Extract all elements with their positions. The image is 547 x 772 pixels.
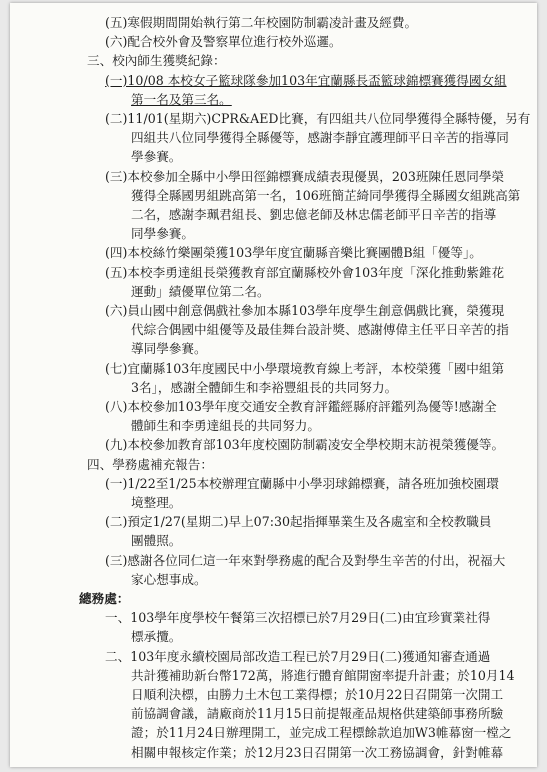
document-line: 相關申報核定作業；於12月23日召開第一次工務協調會，針對帷幕 <box>131 744 504 760</box>
document-page <box>10 3 537 767</box>
document-line: 證；於11月24日辦理開工，並完成工程標餘款追加W3帷幕窗一樘之 <box>131 725 512 741</box>
document-line: (一)1/22至1/25本校辦理宜蘭縣中小學羽球錦標賽，請各班加強校園環 <box>105 475 499 491</box>
document-line: (六)員山國中創意偶戲社參加本縣103學年度學生創意偶戲比賽，榮獲現 <box>105 303 505 318</box>
document-line: 四組共八位同學獲得全縣優等，感謝李靜宜護理師平日辛苦的指導同 <box>131 130 509 146</box>
document-line: 獲得全縣國男組跳高第一名，106班簡芷綺同學獲得全縣國女組跳高第 <box>131 187 521 203</box>
document-line: 導同學參賽。 <box>131 341 207 357</box>
document-line: (五)本校李勇達組長榮獲教育部宜蘭縣校外會103年度「深化推動紫錐花 <box>105 264 505 280</box>
document-line: 第一名及第三名。 <box>131 91 232 107</box>
document-line: (四)本校絲竹樂團榮獲103學年度宜蘭縣音樂比賽團體B組「優等」。 <box>105 245 482 261</box>
document-line: 三、校內師生獲獎紀錄： <box>87 53 226 69</box>
document-line: 同學參賽。 <box>131 226 194 242</box>
document-line: (五)寒假期間開始執行第二年校園防制霸凌計畫及經費。 <box>105 15 418 30</box>
document-line: 學參賽。 <box>131 149 182 165</box>
document-line: (一)10/08 本校女子籃球隊參加103年宜蘭縣長盃籃球錦標賽獲得國女組 <box>105 72 507 88</box>
document-line: (二)預定1/27(星期二)早上07:30起指揮畢業生及各處室和全校教職員 <box>105 514 492 530</box>
section-heading: 總務處： <box>79 591 130 606</box>
document-line: 前協調會議，請廠商於11月15日前提報產品規格供建築師事務所驗 <box>131 706 504 722</box>
document-line: 一、103學年度學校午餐第三次招標已於7月29日(二)由宜珍實業社得 <box>105 610 491 626</box>
document-line: 3名」，感謝全體師生和李裕豐組長的共同努力。 <box>131 379 398 395</box>
document-line: (八)本校參加103學年度交通安全教育評鑑經縣府評鑑列為優等!感謝全 <box>105 399 497 414</box>
document-line: (三)本校參加全縣中小學田徑錦標賽成績表現優異，203班陳任恩同學榮 <box>105 168 505 184</box>
document-line: 代綜合偶國中組優等及最佳舞台設計獎、感謝傅偉主任平日辛苦的指 <box>131 322 509 338</box>
document-line: (二)11/01(星期六)CPR&AED比賽，有四組共八位同學獲得全縣特優，另有 <box>105 111 531 126</box>
document-line: 四、學務處補充報告： <box>87 456 213 472</box>
document-line: 境整理。 <box>131 495 182 510</box>
document-line: 二、103年度永續校園局部改造工程已於7月29日(二)獲通知審查通過 <box>105 648 491 664</box>
document-line: (七)宜蘭縣103年度國民中小學環境教育線上考評，本校榮獲「國中組第 <box>105 360 505 376</box>
document-line: (六)配合校外會及警察單位進行校外巡邏。 <box>105 34 342 50</box>
document-line: 標承攬。 <box>131 629 182 645</box>
document-line: 日順利決標，由勝力土木包工業得標；於10月22日召開第一次開工 <box>131 687 504 702</box>
document-line: 團體照。 <box>131 533 182 549</box>
document-line: 體師生和李勇達組長的共同努力。 <box>131 418 320 434</box>
document-line: (九)本校參加教育部103年度校園防制霸凌安全學校期末訪視榮獲優等。 <box>105 437 505 453</box>
document-line: 運動」績優單位第二名。 <box>131 283 270 299</box>
document-line: 共計獲補助新台幣172萬，將進行體育館開窗率提升計畫；於10月14 <box>131 667 515 683</box>
document-line: (三)感謝各位同仁這一年來對學務處的配合及對學生辛苦的付出，祝福大 <box>105 552 506 568</box>
document-line: 二名，感謝李珮君組長、劉忠億老師及林忠儒老師平日辛苦的指導 <box>131 207 497 222</box>
document-line: 家心想事成。 <box>131 571 207 587</box>
